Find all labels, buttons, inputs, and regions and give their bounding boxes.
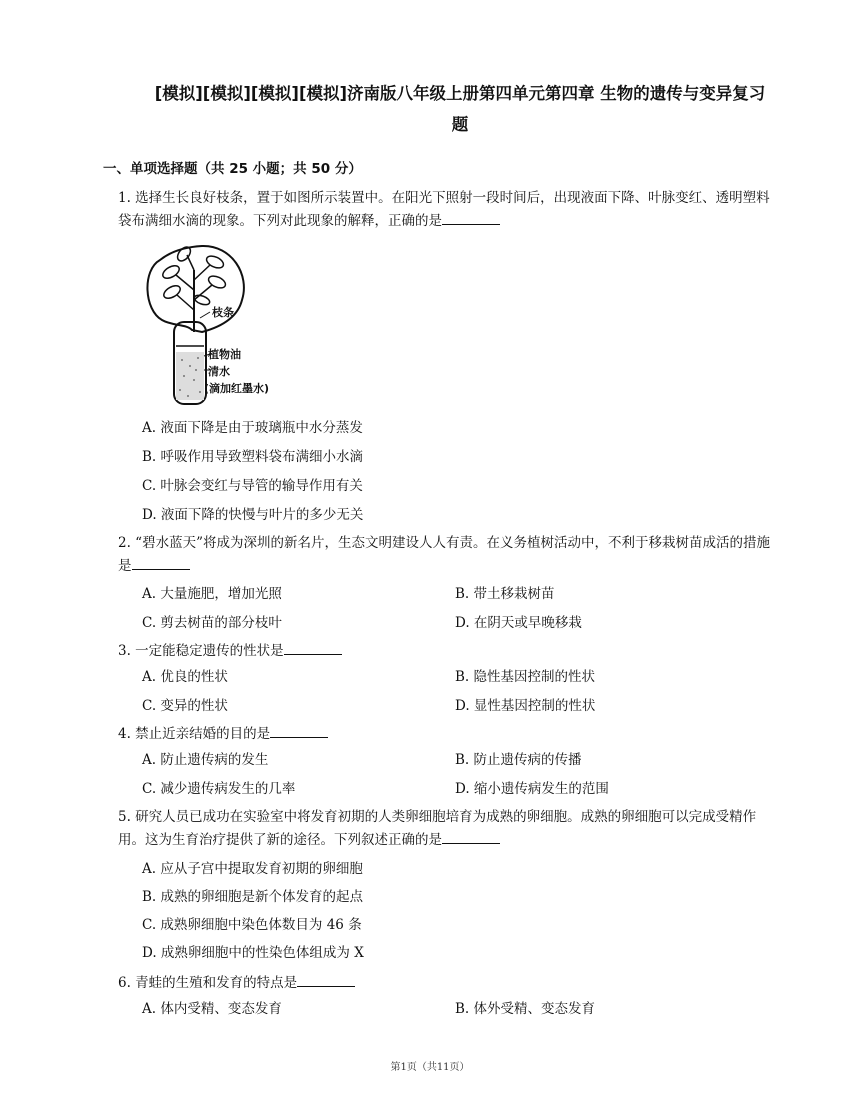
question-2-stem	[118, 532, 770, 578]
ink-label: (滴加红墨水)	[204, 382, 270, 395]
question-3-option-b[interactable]: B. 隐性基因控制的性状	[455, 669, 596, 685]
question-4-stem	[118, 723, 770, 746]
question-1-option-d[interactable]: D. 液面下降的快慢与叶片的多少无关	[142, 507, 364, 523]
answer-blank	[442, 829, 500, 844]
question-3-option-a[interactable]: A. 优良的性状	[142, 669, 228, 685]
oil-label: 植物油	[208, 348, 241, 361]
question-4-option-b[interactable]: B. 防止遗传病的传播	[455, 752, 582, 768]
question-4-text: 4. 禁止近亲结婚的目的是	[118, 726, 271, 742]
question-5-option-b[interactable]: B. 成熟的卵细胞是新个体发育的起点	[142, 889, 364, 905]
question-4-option-c[interactable]: C. 减少遗传病发生的几率	[142, 781, 296, 797]
answer-blank	[132, 555, 190, 570]
experiment-figure	[132, 240, 282, 410]
question-5-option-c[interactable]: C. 成熟卵细胞中染色体数目为 46 条	[142, 917, 362, 933]
question-6-option-a[interactable]: A. 体内受精、变态发育	[142, 1001, 282, 1017]
question-1-option-c[interactable]: C. 叶脉会变红与导管的输导作用有关	[142, 478, 363, 494]
question-3-option-d[interactable]: D. 显性基因控制的性状	[455, 698, 596, 714]
question-1-option-a[interactable]: A. 液面下降是由于玻璃瓶中水分蒸发	[142, 420, 363, 436]
question-5-stem	[118, 806, 770, 852]
question-2-text: 2. “碧水蓝天”将成为深圳的新名片，生态文明建设人人有责。在义务植树活动中，不利于移栽树苗成活的措施是	[118, 535, 770, 574]
question-2-option-c[interactable]: C. 剪去树苗的部分枝叶	[142, 615, 282, 631]
section-heading: 一、单项选择题（共 25 小题；共 50 分）	[103, 161, 362, 177]
question-3-stem	[118, 640, 770, 663]
question-6-stem	[118, 972, 770, 995]
page-footer: 第1页（共11页）	[390, 1062, 470, 1073]
question-2-option-a[interactable]: A. 大量施肥，增加光照	[142, 586, 282, 602]
question-6-option-b[interactable]: B. 体外受精、变态发育	[455, 1001, 596, 1017]
branch-label: 枝条	[212, 306, 234, 319]
question-2-option-b[interactable]: B. 带土移栽树苗	[455, 586, 555, 602]
question-5-option-a[interactable]: A. 应从子宫中提取发育初期的卵细胞	[142, 861, 363, 877]
answer-blank	[297, 972, 355, 987]
question-4-option-a[interactable]: A. 防止遗传病的发生	[142, 752, 269, 768]
answer-blank	[284, 640, 342, 655]
question-6-text: 6. 青蛙的生殖和发育的特点是	[118, 975, 298, 991]
question-1-option-b[interactable]: B. 呼吸作用导致塑料袋布满细小水滴	[142, 449, 364, 465]
question-5-option-d[interactable]: D. 成熟卵细胞中的性染色体组成为 X	[142, 945, 364, 961]
question-3-option-c[interactable]: C. 变异的性状	[142, 698, 228, 714]
question-3-text: 3. 一定能稳定遗传的性状是	[118, 643, 284, 659]
question-4-option-d[interactable]: D. 缩小遗传病发生的范围	[455, 781, 609, 797]
question-1-text: 1. 选择生长良好枝条，置于如图所示装置中。在阳光下照射一段时间后，出现液面下降、叶脉变红、透明塑料袋布满细水滴的现象。下列对此现象的解释，正确的是	[118, 190, 770, 229]
answer-blank	[442, 210, 500, 225]
page-title: [模拟][模拟][模拟][模拟]济南版八年级上册第四单元第四章 生物的遗传与变异复习题	[154, 84, 766, 134]
water-label: 清水	[208, 365, 230, 378]
answer-blank	[270, 723, 328, 738]
question-2-option-d[interactable]: D. 在阴天或早晚移栽	[455, 615, 582, 631]
question-1-stem	[118, 187, 770, 233]
question-5-text: 5. 研究人员已成功在实验室中将发育初期的人类卵细胞培育为成熟的卵细胞。成熟的卵细胞可以完成受精作用。这为生育治疗提供了新的途径。下列叙述正确的是	[118, 809, 757, 848]
